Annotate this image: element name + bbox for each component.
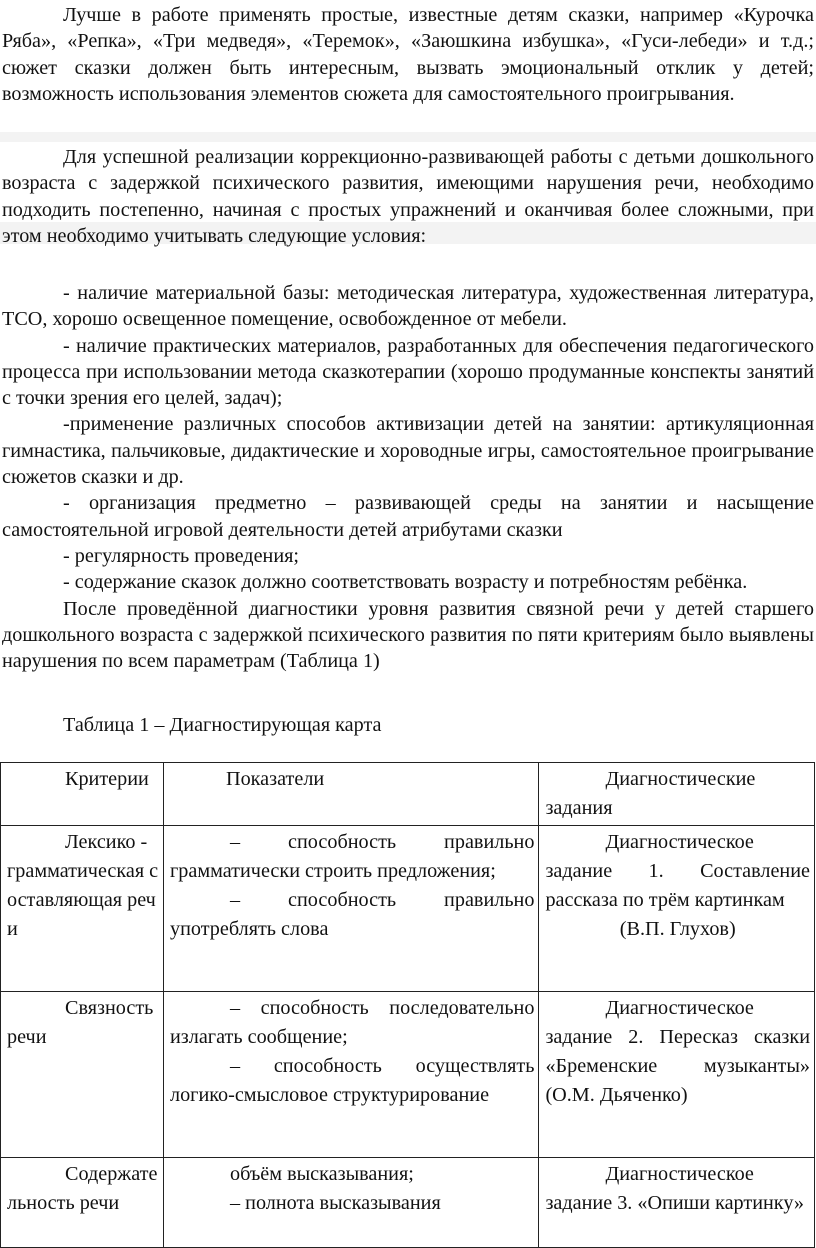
condition-item: - наличие практических материалов, разработанных для обеспечения педагогического процесса при использовании метода сказкотерапии (хорошо продуманные конспекты занятий с точки зрения его целей, задач); <box>2 334 814 410</box>
indicators-cell <box>164 992 539 1158</box>
condition-item: - организация предметно – развивающей среды на занятии и насыщение самостоятельной игровой деятельности детей атрибутами сказки <box>2 492 814 541</box>
indicators-cell <box>164 826 539 992</box>
header-tasks: Диагностические задания <box>539 763 815 826</box>
table-caption: Таблица 1 – Диагностирующая карта <box>63 714 382 736</box>
task-text: Диагностическое задание 2. Пересказ сказки «Бременские музыканты» (О.М. Дьяченко) <box>545 997 810 1106</box>
task-cell <box>539 1158 815 1248</box>
condition-item: - содержание сказок должно соответствовать возрасту и потребностям ребёнка. <box>63 571 748 594</box>
header-indicators: Показатели <box>164 763 539 826</box>
condition-item: -применение различных способов активизации детей на занятии: артикуляционная гимнастика, пальчиковые, дидактические и хороводные игры, самостоятельное проигрывание сюжетов сказки и др. <box>2 413 814 489</box>
indicator-text: – способность правильно употреблять слова <box>170 889 535 940</box>
criterion-cell: Содержательность речи <box>1 1158 164 1248</box>
table-header-row <box>1 763 815 826</box>
indicator-text: – способность последовательно излагать сообщение; <box>170 997 535 1048</box>
task-cell <box>539 992 815 1158</box>
indicator-text: – способность правильно грамматически строить предложения; <box>170 831 535 882</box>
task-text: Диагностическое задание 3. «Опиши картинку» <box>545 1163 805 1214</box>
paragraph-conditions-intro: Для успешной реализации коррекционно-развивающей работы с детьми дошкольного возраста с задержкой психического развития, имеющими нарушения речи, необходимо подходить постепенно, начиная с простых упражнений и оканчивая более сложными, при этом необходимо учитывать следующие условия: <box>2 146 814 247</box>
task-author: (В.П. Глухов) <box>619 918 736 940</box>
indicator-text: – полнота высказывания <box>230 1192 441 1214</box>
indicators-cell <box>164 1158 539 1248</box>
table-row <box>1 992 815 1158</box>
indicator-text: – способность осуществлять логико-смысловое структурирование <box>170 1055 535 1106</box>
header-criteria: Критерии <box>1 763 164 826</box>
table-row <box>1 826 815 992</box>
task-text: Диагностическое задание 1. Составление рассказа по трём картинкам <box>545 831 810 911</box>
table-row <box>1 1158 815 1248</box>
diagnostic-table <box>0 762 815 1248</box>
paragraph-fairy-tales: Лучше в работе применять простые, известные детям сказки, например «Курочка Ряба», «Репка», «Три медведя», «Теремок», «Заюшкина избушка», «Гуси-лебеди» и т.д.; сюжет сказки должен быть интересным, вызвать эмоциональный отклик у детей; возможность использования элементов сюжета для самостоятельного проигрывания. <box>2 4 814 105</box>
condition-item: - наличие материальной базы: методическая литература, художественная литература, ТСО, хорошо освещенное помещение, освобожденное от мебели. <box>2 282 814 331</box>
conditions-list <box>2 280 814 674</box>
paragraph-diagnostics: После проведённой диагностики уровня развития связной речи у детей старшего дошкольного возраста с задержкой психического развития по пяти критериям было выявлены нарушения по всем параметрам (Таблица 1) <box>2 597 814 673</box>
indicator-text: объём высказывания; <box>230 1163 414 1185</box>
criterion-cell: Связность речи <box>1 992 164 1158</box>
task-cell <box>539 826 815 992</box>
scan-shade-band <box>0 132 816 142</box>
criterion-cell: Лексико - грамматическая составляющая речи <box>1 826 164 992</box>
condition-item: - регулярность проведения; <box>63 544 300 567</box>
